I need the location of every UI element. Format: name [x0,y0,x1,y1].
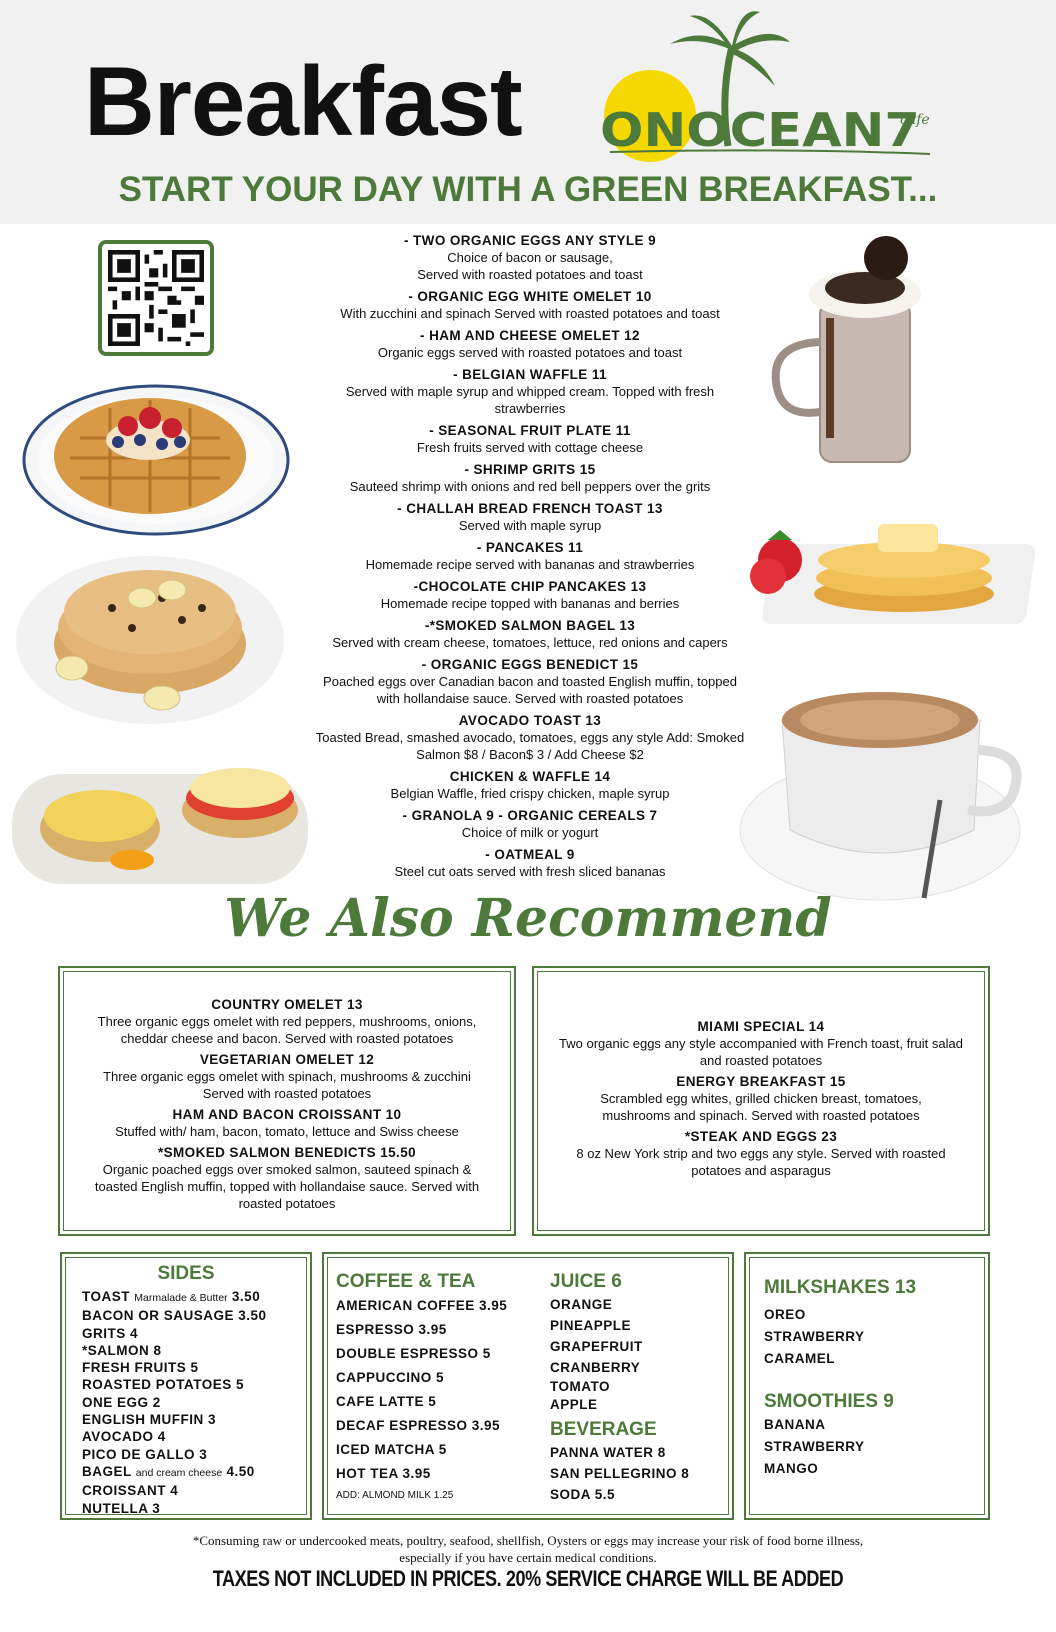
item-desc: Organic eggs served with roasted potatoes and toast [377,345,683,360]
juice-heading: JUICE 6 [550,1271,622,1292]
sides-box [60,1252,312,1520]
item-desc: Homemade recipe served with bananas and strawberries [365,557,695,572]
menu-item [300,327,760,361]
item-title: -CHOCOLATE CHIP PANCAKES 13 [413,579,647,594]
tagline: START YOUR DAY WITH A GREEN BREAKFAST... [118,170,938,209]
item-desc: 8 oz New York strip and two eggs any style. Served with roasted potatoes and asparagus [576,1146,946,1178]
item-title: ENERGY BREAKFAST 15 [676,1074,846,1089]
footer-note-line1: *Consuming raw or undercooked meats, poultry, seafood, shellfish, Oysters or eggs may increase your risk of food borne illness, [192,1533,864,1548]
smoothies-heading: SMOOTHIES 9 [764,1391,894,1412]
footer-note-line2: especially if you have certain medical conditions. [399,1550,657,1565]
item-desc: Homemade recipe topped with bananas and berries [380,596,680,611]
recommend-left-list [74,996,500,1216]
list-item: AMERICAN COFFEE 3.95 [336,1298,508,1313]
item-title: HAM AND BACON CROISSANT 10 [172,1107,402,1122]
side-note: and cream cheese [135,1466,223,1479]
list-item: ICED MATCHA 5 [336,1442,447,1457]
list-item: DECAF ESPRESSO 3.95 [336,1418,501,1433]
list-item: GRAPEFRUIT [550,1339,643,1354]
coffee-section [336,1270,507,1501]
list-item: ESPRESSO 3.95 [336,1322,447,1337]
list-item: SAN PELLEGRINO 8 [550,1466,690,1481]
item-desc: Poached eggs over Canadian bacon and toasted English muffin, topped with hollandaise sauce. Served with roasted potatoes [323,674,737,706]
menu-item [300,461,760,495]
recommend-item [74,996,500,1047]
menu-item [300,288,760,322]
menu-item [300,846,760,880]
list-item: FRESH FRUITS 5 [82,1360,199,1376]
menu-item [300,232,760,283]
recommend-left-box [58,966,516,1236]
qr-code-icon[interactable] [98,240,214,356]
item-desc: Choice of bacon or sausage, Served with roasted potatoes and toast [417,250,643,282]
menu-item [300,712,760,763]
coffee-note: ADD: ALMOND MILK 1.25 [336,1490,454,1501]
list-item [82,1288,267,1307]
list-item: SODA 5.5 [550,1487,616,1502]
item-title: - ORGANIC EGG WHITE OMELET 10 [408,289,652,304]
menu-item [300,366,760,417]
onocean7-logo [600,6,980,166]
list-item: HOT TEA 3.95 [336,1466,431,1481]
milkshakes-heading: MILKSHAKES 13 [764,1277,917,1298]
logo-text: ONOCEAN7 [600,103,920,157]
list-item: DOUBLE ESPRESSO 5 [336,1346,491,1361]
list-item: ROASTED POTATOES 5 [82,1377,245,1393]
item-title: CHICKEN & WAFFLE 14 [449,769,611,784]
menu-item [300,422,760,456]
list-item: BACON OR SAUSAGE 3.50 [82,1308,267,1324]
item-desc: With zucchini and spinach Served with roasted potatoes and toast [340,306,720,321]
page-title: Breakfast [84,46,522,156]
side-price: 4.50 [226,1463,255,1479]
list-item: ORANGE [550,1297,613,1312]
footer-tax-notice: TAXES NOT INCLUDED IN PRICES. 20% SERVICE CHARGE WILL BE ADDED [212,1566,844,1591]
list-item: PICO DE GALLO 3 [82,1446,208,1462]
item-desc: Toasted Bread, smashed avocado, tomatoes, eggs any style Add: Smoked Salmon $8 / Bacon$ 3 / Add Cheese $2 [315,730,745,762]
item-desc: Organic poached eggs over smoked salmon, sauteed spinach & toasted English muffin, topped with hollandaise sauce. Served with roasted potatoes [94,1162,480,1211]
item-title: MIAMI SPECIAL 14 [697,1019,825,1034]
item-desc: Fresh fruits served with cottage cheese [416,440,644,455]
list-item: MANGO [764,1461,819,1476]
menu-item [300,539,760,573]
coffee-heading: COFFEE & TEA [336,1271,476,1292]
list-item: AVOCADO 4 [82,1429,166,1445]
recommend-right-box [532,966,990,1236]
list-item: CRANBERRY [550,1360,641,1375]
item-title: - BELGIAN WAFFLE 11 [453,367,607,382]
item-desc: Two organic eggs any style accompanied with French toast, fruit salad and roasted potatoes [559,1036,963,1068]
item-desc: Three organic eggs omelet with spinach, mushrooms & zucchini Served with roasted potatoes [103,1069,471,1101]
item-title: AVOCADO TOAST 13 [458,713,602,728]
sides-list [82,1288,267,1517]
recommend-right-list [548,1018,974,1183]
beverage-heading: BEVERAGE [550,1419,657,1440]
footer-note [0,1532,1056,1566]
item-title: *STEAK AND EGGS 23 [684,1129,838,1144]
item-title: - TWO ORGANIC EGGS ANY STYLE 9 [403,233,657,248]
side-name: TOAST [82,1289,131,1304]
item-desc: Stuffed with/ ham, bacon, tomato, lettuce and Swiss cheese [115,1124,459,1139]
juice-section [550,1270,689,1505]
menu-item [300,807,760,841]
item-desc: Served with maple syrup and whipped cream. Topped with fresh strawberries [345,384,715,416]
side-price: 3.50 [231,1289,261,1304]
list-item: APPLE [550,1397,598,1412]
item-desc: Scrambled egg whites, grilled chicken breast, tomatoes, mushrooms and spinach. Served with roasted potatoes [600,1091,922,1123]
milkshake-photo [760,232,936,472]
item-desc: Served with cream cheese, tomatoes, lettuce, red onions and capers [332,635,728,650]
item-desc: Sauteed shrimp with onions and red bell peppers over the grits [349,479,711,494]
side-name: BAGEL [82,1463,132,1479]
item-title: - ORGANIC EGGS BENEDICT 15 [421,657,639,672]
menu-item [300,656,760,707]
item-title: *SMOKED SALMON BENEDICTS 15.50 [157,1145,417,1160]
item-title: - HAM AND CHEESE OMELET 12 [420,328,640,343]
item-desc: Steel cut oats served with fresh sliced bananas [394,864,666,879]
item-desc: Choice of milk or yogurt [461,825,599,840]
list-item: *SALMON 8 [82,1342,162,1358]
qr-code-graphic [108,250,204,346]
item-title: -*SMOKED SALMON BAGEL 13 [424,618,636,633]
item-title: - SEASONAL FRUIT PLATE 11 [429,423,631,438]
list-item: CAPPUCCINO 5 [336,1370,445,1385]
recommend-item [548,1128,974,1179]
recommend-item [74,1051,500,1102]
main-menu [300,232,760,885]
recommend-heading: We Also Recommend [224,888,832,949]
item-title: VEGETARIAN OMELET 12 [199,1052,375,1067]
list-item: NUTELLA 3 [82,1500,161,1516]
item-desc: Served with maple syrup [458,518,602,533]
list-item: CARAMEL [764,1351,835,1366]
sides-heading: SIDES [157,1263,215,1284]
item-title: - SHRIMP GRITS 15 [464,462,596,477]
item-title: - OATMEAL 9 [485,847,575,862]
drinks-box [322,1252,734,1520]
menu-item [300,578,760,612]
list-item: OREO [764,1307,806,1322]
list-item [82,1463,267,1482]
menu-item [300,500,760,534]
side-note: Marmalade & Butter [134,1292,228,1304]
item-title: - PANCAKES 11 [476,540,584,555]
pancakes-photo [12,548,288,728]
shakes-section [764,1276,916,1480]
eggs-benedict-photo [8,750,312,890]
list-item: STRAWBERRY [764,1329,865,1344]
list-item: ENGLISH MUFFIN 3 [82,1412,217,1428]
recommend-item [74,1144,500,1212]
list-item: PANNA WATER 8 [550,1445,666,1460]
menu-item [300,617,760,651]
stacked-pancakes-photo [728,504,1044,628]
item-desc: Three organic eggs omelet with red peppers, mushrooms, onions, cheddar cheese and bacon. Served with roasted potatoes [97,1014,477,1046]
list-item: STRAWBERRY [764,1439,865,1454]
recommend-item [548,1018,974,1069]
cappuccino-photo [730,680,1030,912]
list-item: BANANA [764,1417,826,1432]
list-item: ONE EGG 2 [82,1394,161,1410]
list-item: CAFE LATTE 5 [336,1394,437,1409]
recommend-item [548,1073,974,1124]
item-desc: Belgian Waffle, fried crispy chicken, maple syrup [390,786,670,801]
item-title: - CHALLAH BREAD FRENCH TOAST 13 [397,501,663,516]
shakes-box [744,1252,990,1520]
list-item: PINEAPPLE [550,1318,632,1333]
waffle-photo [20,378,292,538]
logo-sub: cafe [900,112,930,128]
list-item: TOMATO [550,1379,610,1394]
list-item: GRITS 4 [82,1325,139,1341]
item-title: COUNTRY OMELET 13 [211,997,363,1012]
item-title: - GRANOLA 9 - ORGANIC CEREALS 7 [402,808,658,823]
recommend-item [74,1106,500,1140]
menu-item [300,768,760,802]
list-item: CROISSANT 4 [82,1483,179,1499]
